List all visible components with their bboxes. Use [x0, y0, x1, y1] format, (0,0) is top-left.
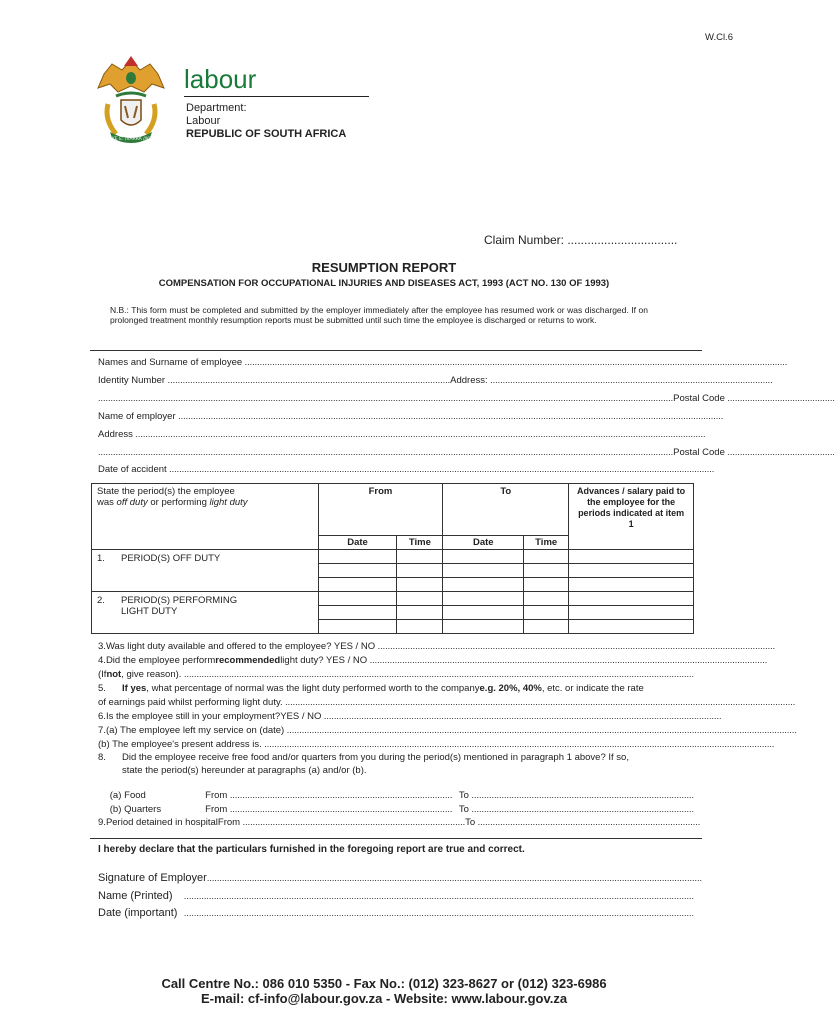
- q5-d: , etc. or indicate the rate: [541, 683, 644, 694]
- p1-num: 1.: [97, 553, 105, 564]
- field-postal2[interactable]: ...................................................................................................................................................................................................................................... Postal Code ...........................................: [98, 447, 835, 458]
- from-date-header: Date: [318, 536, 397, 550]
- cell-input[interactable]: [318, 592, 397, 606]
- brand-name: labour: [184, 64, 257, 94]
- cell-input[interactable]: [318, 550, 397, 564]
- cell-input[interactable]: [524, 592, 569, 606]
- footer-contact: E-mail: cf-info@labour.gov.za - Website: www.labour.gov.za: [200, 991, 568, 1006]
- cell-input[interactable]: [569, 620, 694, 634]
- table-row: [92, 592, 694, 606]
- q8-line1: Did the employee receive free food and/or quarters from you during the period(s) mentioned in paragraph 1 above? If so,: [122, 752, 629, 763]
- quarters-to: To: [458, 804, 469, 815]
- field-address-postal[interactable]: ...................................................................................................................................................................................................................................... Postal Code ...........................................: [98, 393, 835, 404]
- q9-num: 9.: [98, 817, 106, 828]
- cell-input[interactable]: [397, 606, 443, 620]
- note-text: N.B.: This form must be completed and submitted by the employer immediately after the employee has resumed work or was discharged. If on prolonged treatment monthly resumption reports must be submitted until such time the employee is discharged or returns to work.: [110, 305, 648, 325]
- q5-c: e.g. 20%, 40%: [479, 683, 542, 694]
- q4-text-a: Did the employee perform: [105, 655, 216, 666]
- name-printed-row[interactable]: Name (Printed) ............................................................................................................................................................................................................: [98, 890, 694, 902]
- name-printed-label: Name (Printed): [98, 890, 173, 902]
- q9-text: Period detained in hospital: [105, 817, 218, 828]
- from-time-header: Time: [397, 536, 443, 550]
- page-subtitle: COMPENSATION FOR OCCUPATIONAL INJURIES AND DISEASES ACT, 1993 (ACT NO. 130 OF 1993): [158, 278, 610, 289]
- cell-input[interactable]: [443, 606, 524, 620]
- to-time-header: Time: [524, 536, 569, 550]
- field-accident[interactable]: Date of accident ..........................................................................................................................................................................................................................: [98, 464, 715, 475]
- cell-input[interactable]: [397, 564, 443, 578]
- cell-input[interactable]: [318, 578, 397, 592]
- signature-row[interactable]: Signature of Employer ......................................................................................................................................................................................................: [98, 872, 702, 884]
- names-label: Names and Surname of employee: [98, 357, 243, 368]
- cell-input[interactable]: [443, 564, 524, 578]
- department-block: [186, 102, 346, 141]
- footer-phone: Call Centre No.: 086 010 5350 - Fax No.: (012) 323-8627 or (012) 323-6986: [161, 976, 607, 991]
- food-letter: (a): [109, 790, 122, 801]
- cell-input[interactable]: [397, 578, 443, 592]
- q4-num: 4.: [98, 655, 106, 666]
- cell-input[interactable]: [318, 606, 397, 620]
- question-4-reason[interactable]: (If not , give reason). ............................................................................................................................................................................................................: [98, 669, 695, 680]
- signature-label: Signature of Employer: [98, 872, 207, 884]
- food-to: To: [458, 790, 469, 801]
- coat-of-arms-logo: [94, 54, 168, 148]
- question-6[interactable]: 6. Is the employee still in your employment? YES / NO ...............................................................................................................................................................: [98, 711, 722, 722]
- field-names[interactable]: Names and Surname of employee .........................................................................................................................................................................................................................: [98, 357, 788, 368]
- advances-header: Advances / salary paid to the employee for the periods indicated at item 1: [569, 484, 694, 550]
- field-employer[interactable]: Name of employer ..........................................................................................................................................................................................................................: [98, 411, 724, 422]
- q4-sub-c: , give reason).: [121, 669, 182, 680]
- period-light-duty-cell: [92, 592, 319, 634]
- question-4[interactable]: 4. Did the employee perform recommended light duty? YES / NO ...............................................................................................................................................................: [98, 655, 768, 666]
- cell-input[interactable]: [524, 550, 569, 564]
- q8-line2: state the period(s) hereunder at paragraphs (a) and/or (b).: [122, 765, 367, 776]
- dept-line1: Department:: [186, 102, 247, 114]
- q7b-text: (b) The employee's present address is.: [98, 739, 262, 750]
- to-date-header: Date: [443, 536, 524, 550]
- question-5: [98, 683, 694, 697]
- cell-input[interactable]: [524, 564, 569, 578]
- period-off-duty-cell: [92, 550, 319, 592]
- accident-label: Date of accident: [98, 464, 167, 475]
- dept-line2: Labour: [186, 115, 221, 127]
- q4-text-b: recommended: [215, 655, 281, 666]
- dept-line3: REPUBLIC OF SOUTH AFRICA: [186, 128, 347, 140]
- cell-input[interactable]: [569, 592, 694, 606]
- cell-input[interactable]: [524, 620, 569, 634]
- q5-b: , what percentage of normal was the light duty performed worth to the company: [146, 683, 480, 694]
- form-code: W.Cl.6: [705, 32, 733, 43]
- cell-input[interactable]: [569, 564, 694, 578]
- q8-num: 8.: [98, 752, 106, 763]
- coat-of-arms-icon: [94, 54, 168, 148]
- q4-text-c: light duty? YES / NO: [280, 655, 368, 666]
- quarters-label: Quarters: [124, 804, 162, 815]
- question-7b[interactable]: (b) The employee's present address is. ............................................................................................................................................................................................................: [98, 739, 775, 750]
- cell-input[interactable]: [318, 564, 397, 578]
- employer-label: Name of employer: [98, 411, 176, 422]
- cell-input[interactable]: [397, 592, 443, 606]
- state-or: or performing: [147, 497, 210, 508]
- postal2-label: Postal Code: [673, 447, 725, 458]
- date-label: Date (important): [98, 907, 178, 919]
- cell-input[interactable]: [569, 578, 694, 592]
- q5-num: 5.: [98, 683, 106, 694]
- q6-num: 6.: [98, 711, 106, 722]
- q9-from: From: [217, 817, 241, 828]
- date-row[interactable]: Date (important) ............................................................................................................................................................................................................: [98, 907, 694, 919]
- identity-label: Identity Number: [98, 375, 166, 386]
- q4-sub-a: (If: [98, 669, 107, 680]
- state-line1: State the period(s) the employee: [97, 486, 235, 497]
- from-header: From: [318, 484, 443, 536]
- field-address[interactable]: Address ....................................................................................................................................................................................................................................: [98, 429, 706, 440]
- p2-line2: LIGHT DUTY: [121, 606, 178, 617]
- p2-line1: PERIOD(S) PERFORMING: [121, 595, 238, 606]
- p1-label: PERIOD(S) OFF DUTY: [121, 553, 221, 564]
- cell-input[interactable]: [443, 578, 524, 592]
- state-period-cell: [92, 484, 319, 550]
- q3-text: Was light duty available and offered to the employee? YES / NO: [105, 641, 376, 652]
- q7a-text: (a) The employee left my service on (date): [105, 725, 285, 736]
- cell-input[interactable]: [397, 550, 443, 564]
- cell-input[interactable]: [569, 550, 694, 564]
- cell-input[interactable]: [524, 606, 569, 620]
- address-inline-label: Address:: [450, 375, 488, 386]
- question-8: [98, 752, 694, 766]
- q6-yes-no: YES / NO: [280, 711, 322, 722]
- periods-table: [91, 483, 694, 634]
- question-8-line2: [98, 765, 694, 779]
- food-label: Food: [124, 790, 146, 801]
- cell-input[interactable]: [397, 620, 443, 634]
- q5-a: If yes: [122, 683, 147, 694]
- state-was: was: [97, 497, 117, 508]
- brand-divider: [184, 96, 369, 97]
- table-row: [92, 550, 694, 564]
- quarters-letter: (b): [109, 804, 122, 815]
- cell-input[interactable]: [318, 620, 397, 634]
- q5-line2: of earnings paid whilst performing light duty.: [98, 697, 283, 708]
- question-7a[interactable]: 7. (a) The employee left my service on (date) ............................................................................................................................................................................................................: [98, 725, 797, 736]
- address-label: Address: [98, 429, 133, 440]
- to-header: To: [443, 484, 569, 536]
- postal-label: Postal Code: [673, 393, 725, 404]
- question-5-line2[interactable]: of earnings paid whilst performing light duty. ............................................................................................................................................................................................................: [98, 697, 796, 708]
- page-title: RESUMPTION REPORT: [311, 260, 457, 275]
- question-9[interactable]: 9. Period detained in hospital From ......................................................................................... To .........................................................................................: [98, 817, 701, 828]
- quarters-row[interactable]: (b) Quarters From ......................................................................................... To .........................................................................................: [109, 804, 694, 815]
- cell-input[interactable]: [443, 592, 524, 606]
- claim-number: Claim Number: .................................: [484, 233, 678, 247]
- cell-input[interactable]: [524, 578, 569, 592]
- cell-input[interactable]: [569, 606, 694, 620]
- quarters-from: From: [205, 804, 228, 815]
- seal-motto-text: !KE E: /XARRA //KE: [110, 137, 152, 142]
- field-identity[interactable]: Identity Number ................................................................................................................. Address: .................................................................................................................: [98, 375, 773, 386]
- state-off-duty: off duty: [116, 497, 148, 508]
- question-3[interactable]: 3. Was light duty available and offered to the employee? YES / NO ...............................................................................................................................................................: [98, 641, 776, 652]
- cell-input[interactable]: [443, 620, 524, 634]
- q9-to: To: [465, 817, 476, 828]
- q6-text: Is the employee still in your employment?: [105, 711, 281, 722]
- q3-num: 3.: [98, 641, 106, 652]
- food-row[interactable]: (a) Food From ......................................................................................... To .........................................................................................: [109, 790, 694, 801]
- food-from: From: [205, 790, 228, 801]
- q4-sub-b: not: [106, 669, 122, 680]
- p2-num: 2.: [97, 595, 105, 606]
- q7-num: 7.: [98, 725, 106, 736]
- declaration-text: I hereby declare that the particulars furnished in the foregoing report are true and correct.: [98, 844, 525, 855]
- cell-input[interactable]: [443, 550, 524, 564]
- state-light-duty: light duty: [209, 497, 248, 508]
